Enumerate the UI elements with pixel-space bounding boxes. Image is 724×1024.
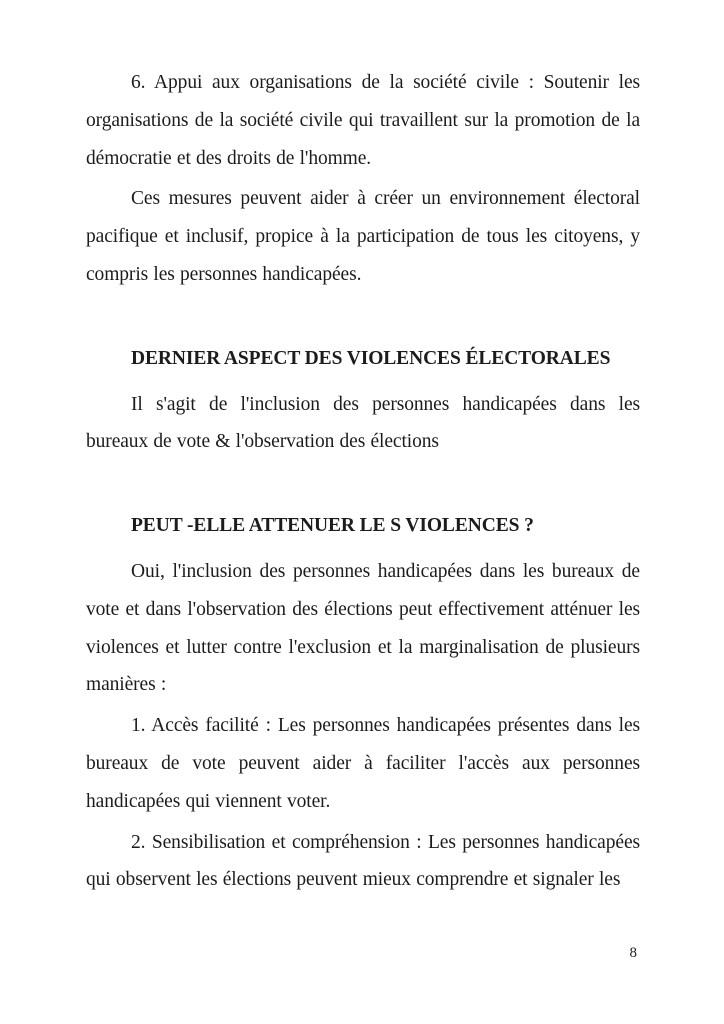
paragraph-il-sagit: Il s'agit de l'inclusion des personnes handicapées dans les bureaux de vote & l'observation des élections <box>86 393 640 453</box>
paragraph-sensibilisation: 2. Sensibilisation et compréhension : Les personnes handicapées qui observent les élections peuvent mieux comprendre et signaler les <box>86 831 640 891</box>
section-heading-peut-elle-attenuer: PEUT -ELLE ATTENUER LE S VIOLENCES ? <box>131 515 534 537</box>
paragraph-oui-inclusion: Oui, l'inclusion des personnes handicapées dans les bureaux de vote et dans l'observation des élections peut effectivement atténuer les violences et lutter contre l'exclusion et la marginalisation de plusieurs manières : <box>86 560 640 696</box>
page-number: 8 <box>629 945 637 961</box>
paragraph-ces-mesures: Ces mesures peuvent aider à créer un environnement électoral pacifique et inclusif, propice à la participation de tous les citoyens, y compris les personnes handicapées. <box>86 188 640 285</box>
section-heading-dernier-aspect: DERNIER ASPECT DES VIOLENCES ÉLECTORALES <box>131 347 611 369</box>
page-content <box>86 64 640 899</box>
paragraph-acces-facilite: 1. Accès facilité : Les personnes handicapées présentes dans les bureaux de vote peuvent aider à faciliter l'accès aux personnes handicapées qui viennent voter. <box>86 715 640 812</box>
paragraph-appui-organisations: 6. Appui aux organisations de la société civile : Soutenir les organisations de la société civile qui travaillent sur la promotion de la démocratie et des droits de l'homme. <box>86 72 640 169</box>
